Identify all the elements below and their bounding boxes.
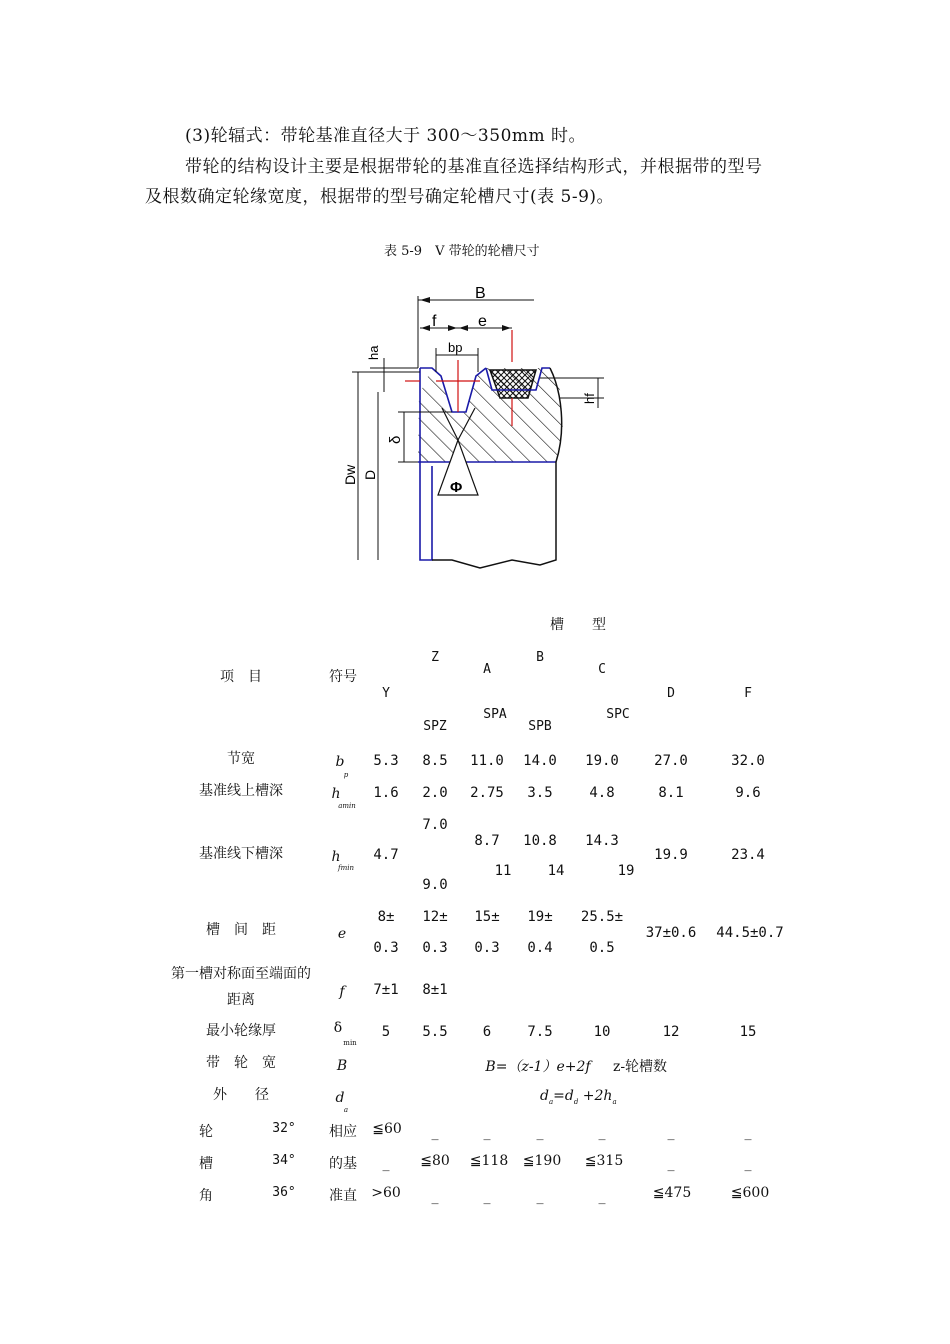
type-SPZ: SPZ (423, 719, 447, 734)
B-formula: B=（z-1）e+2f (485, 1059, 591, 1075)
type-D: D (667, 686, 675, 701)
row-sub-da: a (343, 1106, 349, 1114)
paragraph-line-3: 及根数确定轮缘宽度，根据带的型号确定轮槽尺寸(表 5-9)。 (145, 187, 615, 207)
ha-A: 2.75 (470, 785, 504, 801)
a36-Y: >60 (371, 1185, 401, 1201)
type-Z: Z (431, 650, 439, 665)
f-Z: 8±1 (422, 982, 448, 998)
row-label-B: 带 轮 宽 (206, 1055, 276, 1071)
type-F: F (744, 686, 752, 701)
e-Y-a: 8± (377, 909, 395, 925)
ha-Z: 2.0 (422, 785, 448, 801)
a34-F: _ (744, 1156, 752, 1172)
row-sub-hf: fmin (338, 864, 354, 872)
hf-A-b: 11 (494, 863, 512, 879)
hf-Y: 4.7 (373, 847, 399, 863)
row-sym-B: B (336, 1058, 348, 1074)
da-formula-eq: =d (553, 1088, 574, 1104)
hf-A-a: 8.7 (474, 833, 500, 849)
delta-B: 7.5 (527, 1024, 553, 1040)
e-D: 37±0.6 (645, 925, 697, 941)
type-Y: Y (382, 686, 390, 701)
label-ha: ha (366, 345, 381, 360)
row-sub-bp: p (343, 771, 349, 779)
bp-F: 32.0 (731, 753, 765, 769)
angle-deg-34: 34° (272, 1153, 296, 1168)
delta-F: 15 (739, 1024, 757, 1040)
a34-Z: ≦80 (420, 1153, 450, 1169)
e-F: 44.5±0.7 (716, 925, 784, 941)
row-sym-delta: δ (333, 1020, 343, 1036)
type-C: C (598, 662, 606, 677)
a32-Y: ≦60 (372, 1121, 402, 1137)
e-Z-b: 0.3 (422, 940, 448, 956)
hf-B-b: 14 (547, 863, 565, 879)
bp-D: 27.0 (654, 753, 688, 769)
type-A: A (483, 662, 491, 677)
a34-Y: _ (382, 1156, 390, 1172)
e-C-a: 25.5± (580, 909, 624, 925)
table-caption: 表 5-9 V 带轮的轮槽尺寸 (384, 244, 540, 259)
a36-B: _ (536, 1189, 544, 1205)
a36-D: ≦475 (652, 1185, 692, 1201)
e-Y-b: 0.3 (373, 940, 399, 956)
da-formula-main: d (540, 1088, 549, 1104)
row-label-delta: 最小轮缘厚 (206, 1023, 276, 1039)
type-SPC: SPC (606, 707, 630, 722)
e-B-b: 0.4 (527, 940, 553, 956)
label-B: B (475, 285, 486, 302)
pulley-groove-diagram (0, 0, 950, 600)
row-label-hf: 基准线下槽深 (199, 846, 283, 862)
a32-C: _ (598, 1125, 606, 1141)
delta-C: 10 (593, 1024, 611, 1040)
a32-B: _ (536, 1125, 544, 1141)
a32-A: _ (483, 1125, 491, 1141)
type-SPB: SPB (528, 719, 552, 734)
paragraph-line-1: (3)轮辐式：带轮基准直径大于 300～350mm 时。 (185, 126, 587, 146)
header-item: 项 目 (220, 669, 262, 685)
row-sym-bp: b (335, 754, 345, 770)
row-label-bp: 节宽 (227, 751, 255, 767)
bp-A: 11.0 (470, 753, 504, 769)
a36-C: _ (598, 1189, 606, 1205)
hf-Z-a: 7.0 (422, 817, 448, 833)
hf-C-a: 14.3 (585, 833, 619, 849)
angle-label-2: 槽 (199, 1156, 213, 1172)
label-hf: hf (582, 393, 597, 404)
row-label-e: 槽 间 距 (206, 922, 276, 938)
bp-Y: 5.3 (373, 753, 399, 769)
ha-B: 3.5 (527, 785, 553, 801)
delta-Y: 5 (381, 1024, 391, 1040)
a34-A: ≦118 (469, 1153, 509, 1169)
bp-Z: 8.5 (422, 753, 448, 769)
a36-A: _ (483, 1189, 491, 1205)
row-sym-da: d (335, 1090, 345, 1106)
row-sub-ha: amin (338, 802, 356, 810)
row-sym-hf: h (331, 849, 341, 865)
row-sym-ha: h (331, 786, 341, 802)
e-A-b: 0.3 (474, 940, 500, 956)
hf-D: 19.9 (654, 847, 688, 863)
da-formula (540, 1088, 617, 1106)
header-group-grooves: 槽 型 (550, 617, 606, 633)
delta-Z: 5.5 (422, 1024, 448, 1040)
da-formula-sub-d: d (573, 1097, 579, 1106)
angle-deg-32: 32° (272, 1121, 296, 1136)
row-label-ha: 基准线上槽深 (199, 783, 283, 799)
type-B: B (536, 650, 544, 665)
delta-D: 12 (662, 1024, 680, 1040)
type-SPA: SPA (483, 707, 507, 722)
a36-F: ≦600 (730, 1185, 770, 1201)
B-note: z-轮槽数 (612, 1059, 668, 1075)
a34-C: ≦315 (584, 1153, 624, 1169)
a32-D: _ (667, 1125, 675, 1141)
row-sym-f: f (339, 984, 345, 1000)
ha-C: 4.8 (589, 785, 615, 801)
a34-B: ≦190 (522, 1153, 562, 1169)
label-f: f (432, 313, 437, 330)
da-formula-sub-a: a (548, 1097, 554, 1106)
row-label-f-b: 距离 (227, 992, 255, 1008)
label-phi: Φ (450, 479, 463, 496)
label-delta: δ (387, 435, 404, 444)
a34-D: _ (667, 1156, 675, 1172)
e-C-b: 0.5 (589, 940, 615, 956)
delta-A: 6 (482, 1024, 492, 1040)
paragraph-line-2: 带轮的结构设计主要是根据带轮的基准直径选择结构形式，并根据带的型号 (185, 157, 763, 177)
ha-Y: 1.6 (373, 785, 399, 801)
bp-B: 14.0 (523, 753, 557, 769)
angle-cond-2: 的基 (329, 1156, 357, 1172)
ha-D: 8.1 (658, 785, 684, 801)
da-formula-plus: +2h (582, 1088, 613, 1104)
angle-label-3: 角 (199, 1188, 213, 1204)
row-label-f-a: 第一槽对称面至端面的 (171, 966, 311, 982)
header-symbol: 符号 (329, 669, 357, 685)
f-Y: 7±1 (373, 982, 399, 998)
hf-C-b: 19 (617, 863, 635, 879)
bp-C: 19.0 (585, 753, 619, 769)
row-sym-e: e (337, 926, 347, 942)
label-D: D (362, 469, 378, 480)
label-bp: bp (448, 340, 463, 355)
a36-Z: _ (431, 1189, 439, 1205)
angle-label-1: 轮 (199, 1124, 213, 1140)
ha-F: 9.6 (735, 785, 761, 801)
label-Dw: Dw (342, 464, 358, 485)
hf-F: 23.4 (731, 847, 765, 863)
row-sub-delta: min (343, 1039, 357, 1047)
a32-Z: _ (431, 1125, 439, 1141)
e-Z-a: 12± (422, 909, 448, 925)
e-A-a: 15± (474, 909, 500, 925)
hf-Z-b: 9.0 (422, 877, 448, 893)
angle-cond-1: 相应 (329, 1124, 357, 1140)
hf-B-a: 10.8 (523, 833, 557, 849)
a32-F: _ (744, 1125, 752, 1141)
row-label-da: 外 径 (213, 1087, 269, 1103)
e-B-a: 19± (527, 909, 553, 925)
angle-cond-3: 准直 (329, 1188, 357, 1204)
label-e: e (478, 313, 487, 330)
angle-deg-36: 36° (272, 1185, 296, 1200)
da-formula-sub-a2: a (612, 1097, 617, 1106)
